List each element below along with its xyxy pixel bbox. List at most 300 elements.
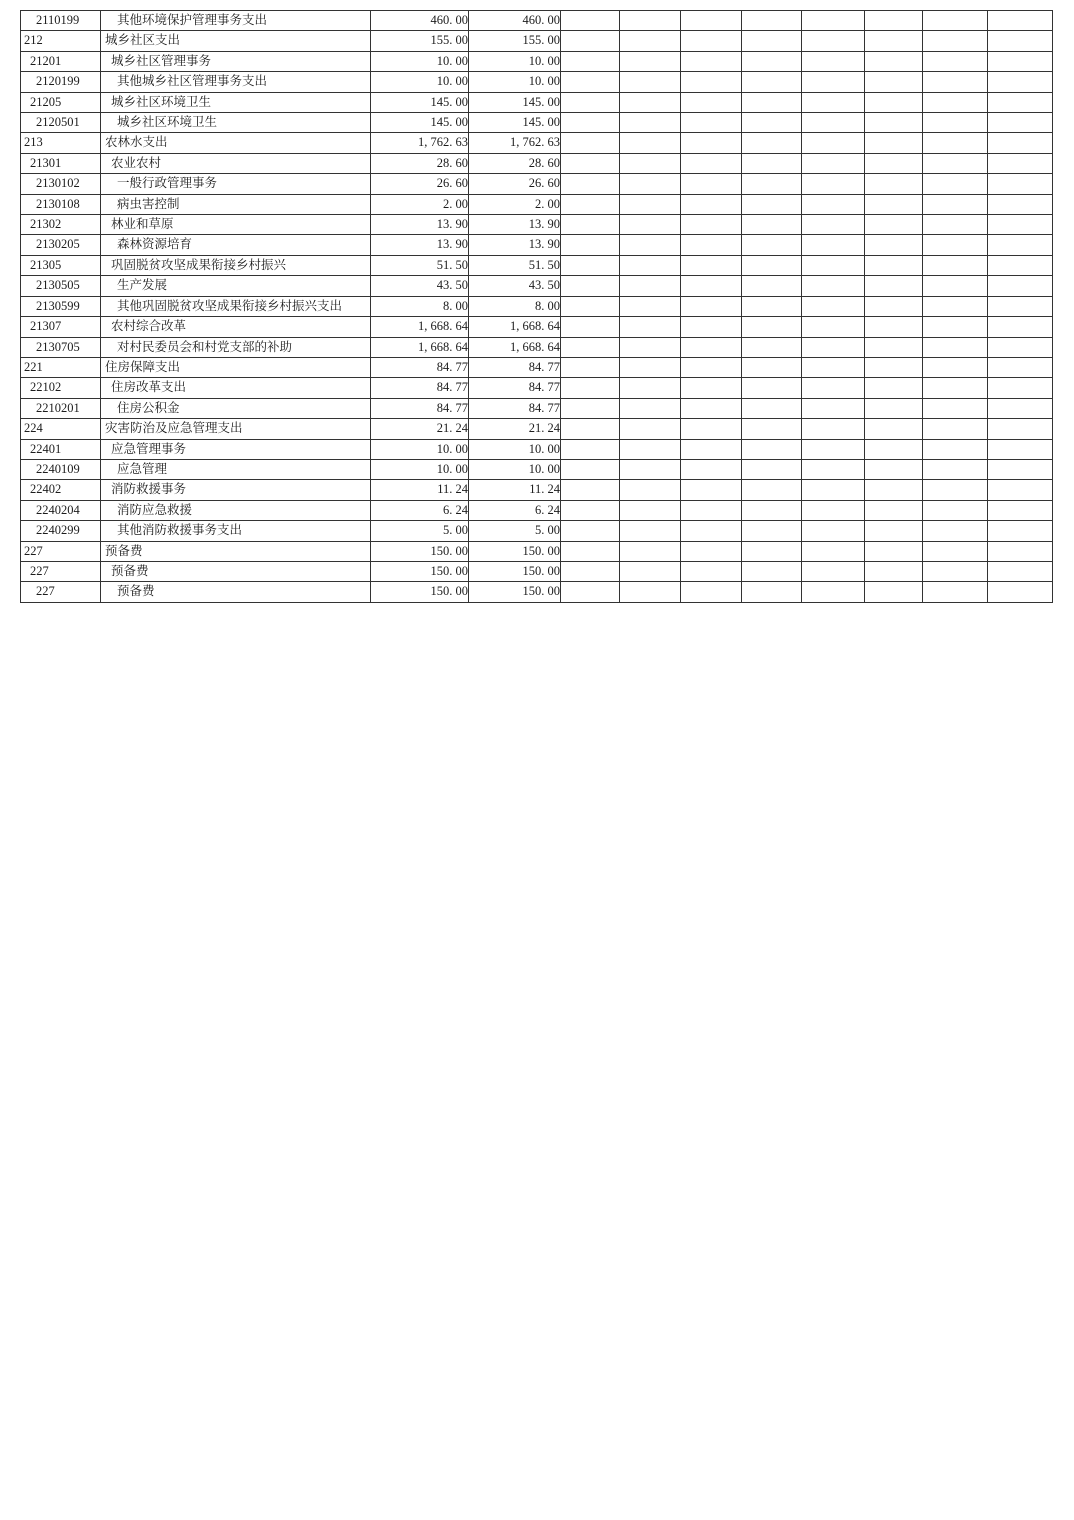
empty-cell xyxy=(802,133,865,153)
empty-cell xyxy=(742,133,802,153)
empty-cell xyxy=(923,561,988,581)
amount-a-cell: 1, 762. 63 xyxy=(371,133,469,153)
empty-cell xyxy=(561,133,620,153)
table-row xyxy=(21,357,1053,377)
empty-cell xyxy=(988,296,1053,316)
amount-b-cell: 145. 00 xyxy=(469,92,561,112)
empty-cell xyxy=(865,51,923,71)
amount-a-cell: 150. 00 xyxy=(371,561,469,581)
table-row xyxy=(21,133,1053,153)
empty-cell xyxy=(988,439,1053,459)
amount-a-cell: 11. 24 xyxy=(371,480,469,500)
empty-cell xyxy=(923,276,988,296)
amount-a-cell: 28. 60 xyxy=(371,153,469,173)
table-row xyxy=(21,541,1053,561)
amount-b-cell: 10. 00 xyxy=(469,439,561,459)
empty-cell xyxy=(802,521,865,541)
empty-cell xyxy=(988,113,1053,133)
empty-cell xyxy=(865,398,923,418)
amount-a-cell: 13. 90 xyxy=(371,235,469,255)
empty-cell xyxy=(620,255,681,275)
code-cell: 2130505 xyxy=(21,276,101,296)
description-cell: 城乡社区环境卫生 xyxy=(101,113,371,133)
empty-cell xyxy=(742,113,802,133)
empty-cell xyxy=(561,521,620,541)
page xyxy=(20,10,1053,603)
empty-cell xyxy=(988,153,1053,173)
empty-cell xyxy=(802,561,865,581)
empty-cell xyxy=(681,357,742,377)
amount-b-cell: 84. 77 xyxy=(469,378,561,398)
empty-cell xyxy=(802,337,865,357)
empty-cell xyxy=(865,215,923,235)
empty-cell xyxy=(802,459,865,479)
description-cell: 其他巩固脱贫攻坚成果衔接乡村振兴支出 xyxy=(101,296,371,316)
table-row xyxy=(21,459,1053,479)
empty-cell xyxy=(988,459,1053,479)
amount-a-cell: 84. 77 xyxy=(371,357,469,377)
empty-cell xyxy=(865,582,923,602)
empty-cell xyxy=(681,11,742,31)
empty-cell xyxy=(923,398,988,418)
empty-cell xyxy=(865,419,923,439)
empty-cell xyxy=(802,582,865,602)
table-row xyxy=(21,317,1053,337)
empty-cell xyxy=(923,357,988,377)
code-cell: 212 xyxy=(21,31,101,51)
amount-a-cell: 13. 90 xyxy=(371,215,469,235)
empty-cell xyxy=(988,561,1053,581)
amount-a-cell: 1, 668. 64 xyxy=(371,317,469,337)
amount-a-cell: 84. 77 xyxy=(371,398,469,418)
empty-cell xyxy=(865,541,923,561)
code-cell: 224 xyxy=(21,419,101,439)
amount-b-cell: 51. 50 xyxy=(469,255,561,275)
empty-cell xyxy=(923,296,988,316)
amount-a-cell: 8. 00 xyxy=(371,296,469,316)
code-cell: 22102 xyxy=(21,378,101,398)
description-cell: 其他环境保护管理事务支出 xyxy=(101,11,371,31)
amount-a-cell: 1, 668. 64 xyxy=(371,337,469,357)
empty-cell xyxy=(561,235,620,255)
empty-cell xyxy=(620,398,681,418)
empty-cell xyxy=(988,174,1053,194)
empty-cell xyxy=(561,459,620,479)
empty-cell xyxy=(681,439,742,459)
description-cell: 消防应急救援 xyxy=(101,500,371,520)
empty-cell xyxy=(923,419,988,439)
empty-cell xyxy=(923,521,988,541)
amount-b-cell: 21. 24 xyxy=(469,419,561,439)
empty-cell xyxy=(561,419,620,439)
amount-a-cell: 21. 24 xyxy=(371,419,469,439)
empty-cell xyxy=(681,296,742,316)
empty-cell xyxy=(865,500,923,520)
amount-b-cell: 26. 60 xyxy=(469,174,561,194)
empty-cell xyxy=(802,276,865,296)
empty-cell xyxy=(865,337,923,357)
empty-cell xyxy=(988,541,1053,561)
amount-b-cell: 1, 762. 63 xyxy=(469,133,561,153)
empty-cell xyxy=(988,11,1053,31)
table-row xyxy=(21,72,1053,92)
amount-b-cell: 8. 00 xyxy=(469,296,561,316)
code-cell: 221 xyxy=(21,357,101,377)
empty-cell xyxy=(923,317,988,337)
code-cell: 2110199 xyxy=(21,11,101,31)
empty-cell xyxy=(742,500,802,520)
table-row xyxy=(21,215,1053,235)
empty-cell xyxy=(802,500,865,520)
empty-cell xyxy=(742,459,802,479)
empty-cell xyxy=(865,174,923,194)
code-cell: 2240204 xyxy=(21,500,101,520)
amount-b-cell: 43. 50 xyxy=(469,276,561,296)
table-row xyxy=(21,276,1053,296)
amount-a-cell: 84. 77 xyxy=(371,378,469,398)
code-cell: 227 xyxy=(21,582,101,602)
empty-cell xyxy=(988,378,1053,398)
empty-cell xyxy=(988,255,1053,275)
empty-cell xyxy=(742,31,802,51)
empty-cell xyxy=(681,194,742,214)
empty-cell xyxy=(742,194,802,214)
empty-cell xyxy=(802,398,865,418)
amount-b-cell: 150. 00 xyxy=(469,561,561,581)
empty-cell xyxy=(988,92,1053,112)
empty-cell xyxy=(561,561,620,581)
empty-cell xyxy=(561,276,620,296)
amount-b-cell: 150. 00 xyxy=(469,582,561,602)
empty-cell xyxy=(923,11,988,31)
description-cell: 灾害防治及应急管理支出 xyxy=(101,419,371,439)
empty-cell xyxy=(865,561,923,581)
empty-cell xyxy=(620,276,681,296)
empty-cell xyxy=(561,31,620,51)
empty-cell xyxy=(620,113,681,133)
empty-cell xyxy=(620,480,681,500)
empty-cell xyxy=(988,72,1053,92)
empty-cell xyxy=(681,582,742,602)
empty-cell xyxy=(742,276,802,296)
amount-a-cell: 460. 00 xyxy=(371,11,469,31)
table-row xyxy=(21,378,1053,398)
budget-table xyxy=(20,10,1053,603)
empty-cell xyxy=(923,459,988,479)
amount-b-cell: 13. 90 xyxy=(469,235,561,255)
empty-cell xyxy=(681,541,742,561)
empty-cell xyxy=(923,255,988,275)
empty-cell xyxy=(802,174,865,194)
empty-cell xyxy=(742,92,802,112)
amount-b-cell: 13. 90 xyxy=(469,215,561,235)
amount-b-cell: 6. 24 xyxy=(469,500,561,520)
amount-a-cell: 150. 00 xyxy=(371,541,469,561)
amount-b-cell: 5. 00 xyxy=(469,521,561,541)
empty-cell xyxy=(561,439,620,459)
empty-cell xyxy=(620,174,681,194)
empty-cell xyxy=(923,133,988,153)
empty-cell xyxy=(802,194,865,214)
empty-cell xyxy=(802,113,865,133)
table-row xyxy=(21,521,1053,541)
empty-cell xyxy=(681,72,742,92)
empty-cell xyxy=(742,582,802,602)
description-cell: 预备费 xyxy=(101,582,371,602)
empty-cell xyxy=(620,541,681,561)
empty-cell xyxy=(561,215,620,235)
empty-cell xyxy=(561,541,620,561)
description-cell: 城乡社区环境卫生 xyxy=(101,92,371,112)
empty-cell xyxy=(620,337,681,357)
code-cell: 2240299 xyxy=(21,521,101,541)
empty-cell xyxy=(681,255,742,275)
empty-cell xyxy=(865,459,923,479)
empty-cell xyxy=(988,582,1053,602)
empty-cell xyxy=(802,72,865,92)
empty-cell xyxy=(802,31,865,51)
empty-cell xyxy=(681,480,742,500)
table-row xyxy=(21,439,1053,459)
empty-cell xyxy=(988,398,1053,418)
empty-cell xyxy=(681,113,742,133)
empty-cell xyxy=(620,31,681,51)
amount-a-cell: 26. 60 xyxy=(371,174,469,194)
empty-cell xyxy=(561,153,620,173)
code-cell: 22401 xyxy=(21,439,101,459)
empty-cell xyxy=(923,153,988,173)
code-cell: 227 xyxy=(21,561,101,581)
table-row xyxy=(21,582,1053,602)
empty-cell xyxy=(742,521,802,541)
empty-cell xyxy=(802,92,865,112)
empty-cell xyxy=(865,276,923,296)
amount-a-cell: 145. 00 xyxy=(371,92,469,112)
code-cell: 2130102 xyxy=(21,174,101,194)
code-cell: 21201 xyxy=(21,51,101,71)
table-row xyxy=(21,480,1053,500)
empty-cell xyxy=(681,521,742,541)
empty-cell xyxy=(681,337,742,357)
empty-cell xyxy=(802,235,865,255)
empty-cell xyxy=(802,439,865,459)
description-cell: 城乡社区支出 xyxy=(101,31,371,51)
amount-b-cell: 145. 00 xyxy=(469,113,561,133)
description-cell: 生产发展 xyxy=(101,276,371,296)
empty-cell xyxy=(620,133,681,153)
amount-b-cell: 460. 00 xyxy=(469,11,561,31)
empty-cell xyxy=(742,296,802,316)
table-row xyxy=(21,153,1053,173)
empty-cell xyxy=(620,561,681,581)
empty-cell xyxy=(802,419,865,439)
amount-a-cell: 5. 00 xyxy=(371,521,469,541)
empty-cell xyxy=(561,582,620,602)
empty-cell xyxy=(561,11,620,31)
empty-cell xyxy=(865,521,923,541)
empty-cell xyxy=(923,582,988,602)
empty-cell xyxy=(988,276,1053,296)
empty-cell xyxy=(620,439,681,459)
empty-cell xyxy=(742,317,802,337)
description-cell: 住房改革支出 xyxy=(101,378,371,398)
empty-cell xyxy=(620,215,681,235)
empty-cell xyxy=(865,235,923,255)
empty-cell xyxy=(561,500,620,520)
empty-cell xyxy=(742,357,802,377)
empty-cell xyxy=(620,153,681,173)
empty-cell xyxy=(620,11,681,31)
amount-b-cell: 10. 00 xyxy=(469,459,561,479)
table-row xyxy=(21,92,1053,112)
amount-a-cell: 2. 00 xyxy=(371,194,469,214)
empty-cell xyxy=(923,174,988,194)
description-cell: 森林资源培育 xyxy=(101,235,371,255)
description-cell: 应急管理事务 xyxy=(101,439,371,459)
table-row xyxy=(21,31,1053,51)
description-cell: 巩固脱贫攻坚成果衔接乡村振兴 xyxy=(101,255,371,275)
amount-a-cell: 51. 50 xyxy=(371,255,469,275)
empty-cell xyxy=(865,357,923,377)
table-body xyxy=(21,11,1053,603)
empty-cell xyxy=(865,113,923,133)
code-cell: 21305 xyxy=(21,255,101,275)
amount-b-cell: 28. 60 xyxy=(469,153,561,173)
empty-cell xyxy=(923,72,988,92)
empty-cell xyxy=(681,133,742,153)
amount-a-cell: 10. 00 xyxy=(371,72,469,92)
empty-cell xyxy=(561,398,620,418)
empty-cell xyxy=(865,11,923,31)
description-cell: 对村民委员会和村党支部的补助 xyxy=(101,337,371,357)
code-cell: 21301 xyxy=(21,153,101,173)
empty-cell xyxy=(681,398,742,418)
empty-cell xyxy=(923,439,988,459)
empty-cell xyxy=(620,582,681,602)
code-cell: 22402 xyxy=(21,480,101,500)
empty-cell xyxy=(742,480,802,500)
code-cell: 2130108 xyxy=(21,194,101,214)
empty-cell xyxy=(802,296,865,316)
description-cell: 病虫害控制 xyxy=(101,194,371,214)
empty-cell xyxy=(923,378,988,398)
empty-cell xyxy=(988,480,1053,500)
empty-cell xyxy=(988,337,1053,357)
empty-cell xyxy=(865,296,923,316)
amount-a-cell: 10. 00 xyxy=(371,459,469,479)
table-row xyxy=(21,337,1053,357)
empty-cell xyxy=(620,194,681,214)
empty-cell xyxy=(802,153,865,173)
empty-cell xyxy=(923,51,988,71)
code-cell: 2240109 xyxy=(21,459,101,479)
empty-cell xyxy=(681,500,742,520)
empty-cell xyxy=(802,541,865,561)
empty-cell xyxy=(988,194,1053,214)
empty-cell xyxy=(681,153,742,173)
empty-cell xyxy=(742,419,802,439)
empty-cell xyxy=(561,194,620,214)
description-cell: 林业和草原 xyxy=(101,215,371,235)
empty-cell xyxy=(620,500,681,520)
amount-a-cell: 150. 00 xyxy=(371,582,469,602)
empty-cell xyxy=(865,133,923,153)
empty-cell xyxy=(620,235,681,255)
description-cell: 一般行政管理事务 xyxy=(101,174,371,194)
empty-cell xyxy=(561,255,620,275)
empty-cell xyxy=(681,92,742,112)
empty-cell xyxy=(681,378,742,398)
empty-cell xyxy=(923,215,988,235)
empty-cell xyxy=(742,398,802,418)
empty-cell xyxy=(802,480,865,500)
table-row xyxy=(21,174,1053,194)
description-cell: 其他消防救援事务支出 xyxy=(101,521,371,541)
empty-cell xyxy=(923,113,988,133)
empty-cell xyxy=(742,72,802,92)
empty-cell xyxy=(865,317,923,337)
empty-cell xyxy=(561,378,620,398)
code-cell: 2210201 xyxy=(21,398,101,418)
empty-cell xyxy=(865,153,923,173)
empty-cell xyxy=(988,357,1053,377)
amount-a-cell: 43. 50 xyxy=(371,276,469,296)
empty-cell xyxy=(561,92,620,112)
empty-cell xyxy=(742,439,802,459)
empty-cell xyxy=(865,31,923,51)
amount-b-cell: 1, 668. 64 xyxy=(469,337,561,357)
empty-cell xyxy=(620,72,681,92)
empty-cell xyxy=(561,51,620,71)
table-row xyxy=(21,235,1053,255)
empty-cell xyxy=(681,215,742,235)
amount-b-cell: 11. 24 xyxy=(469,480,561,500)
empty-cell xyxy=(620,459,681,479)
empty-cell xyxy=(620,378,681,398)
empty-cell xyxy=(988,133,1053,153)
amount-b-cell: 2. 00 xyxy=(469,194,561,214)
amount-a-cell: 10. 00 xyxy=(371,51,469,71)
empty-cell xyxy=(561,113,620,133)
code-cell: 2120199 xyxy=(21,72,101,92)
table-row xyxy=(21,419,1053,439)
description-cell: 农林水支出 xyxy=(101,133,371,153)
empty-cell xyxy=(988,521,1053,541)
empty-cell xyxy=(865,255,923,275)
empty-cell xyxy=(681,459,742,479)
code-cell: 213 xyxy=(21,133,101,153)
empty-cell xyxy=(561,480,620,500)
empty-cell xyxy=(681,317,742,337)
empty-cell xyxy=(923,337,988,357)
empty-cell xyxy=(988,215,1053,235)
amount-b-cell: 84. 77 xyxy=(469,357,561,377)
empty-cell xyxy=(802,378,865,398)
description-cell: 农村综合改革 xyxy=(101,317,371,337)
table-row xyxy=(21,500,1053,520)
empty-cell xyxy=(681,31,742,51)
amount-b-cell: 10. 00 xyxy=(469,72,561,92)
table-row xyxy=(21,11,1053,31)
empty-cell xyxy=(620,296,681,316)
empty-cell xyxy=(923,235,988,255)
amount-b-cell: 10. 00 xyxy=(469,51,561,71)
empty-cell xyxy=(988,51,1053,71)
description-cell: 预备费 xyxy=(101,561,371,581)
empty-cell xyxy=(742,255,802,275)
empty-cell xyxy=(561,72,620,92)
description-cell: 住房公积金 xyxy=(101,398,371,418)
